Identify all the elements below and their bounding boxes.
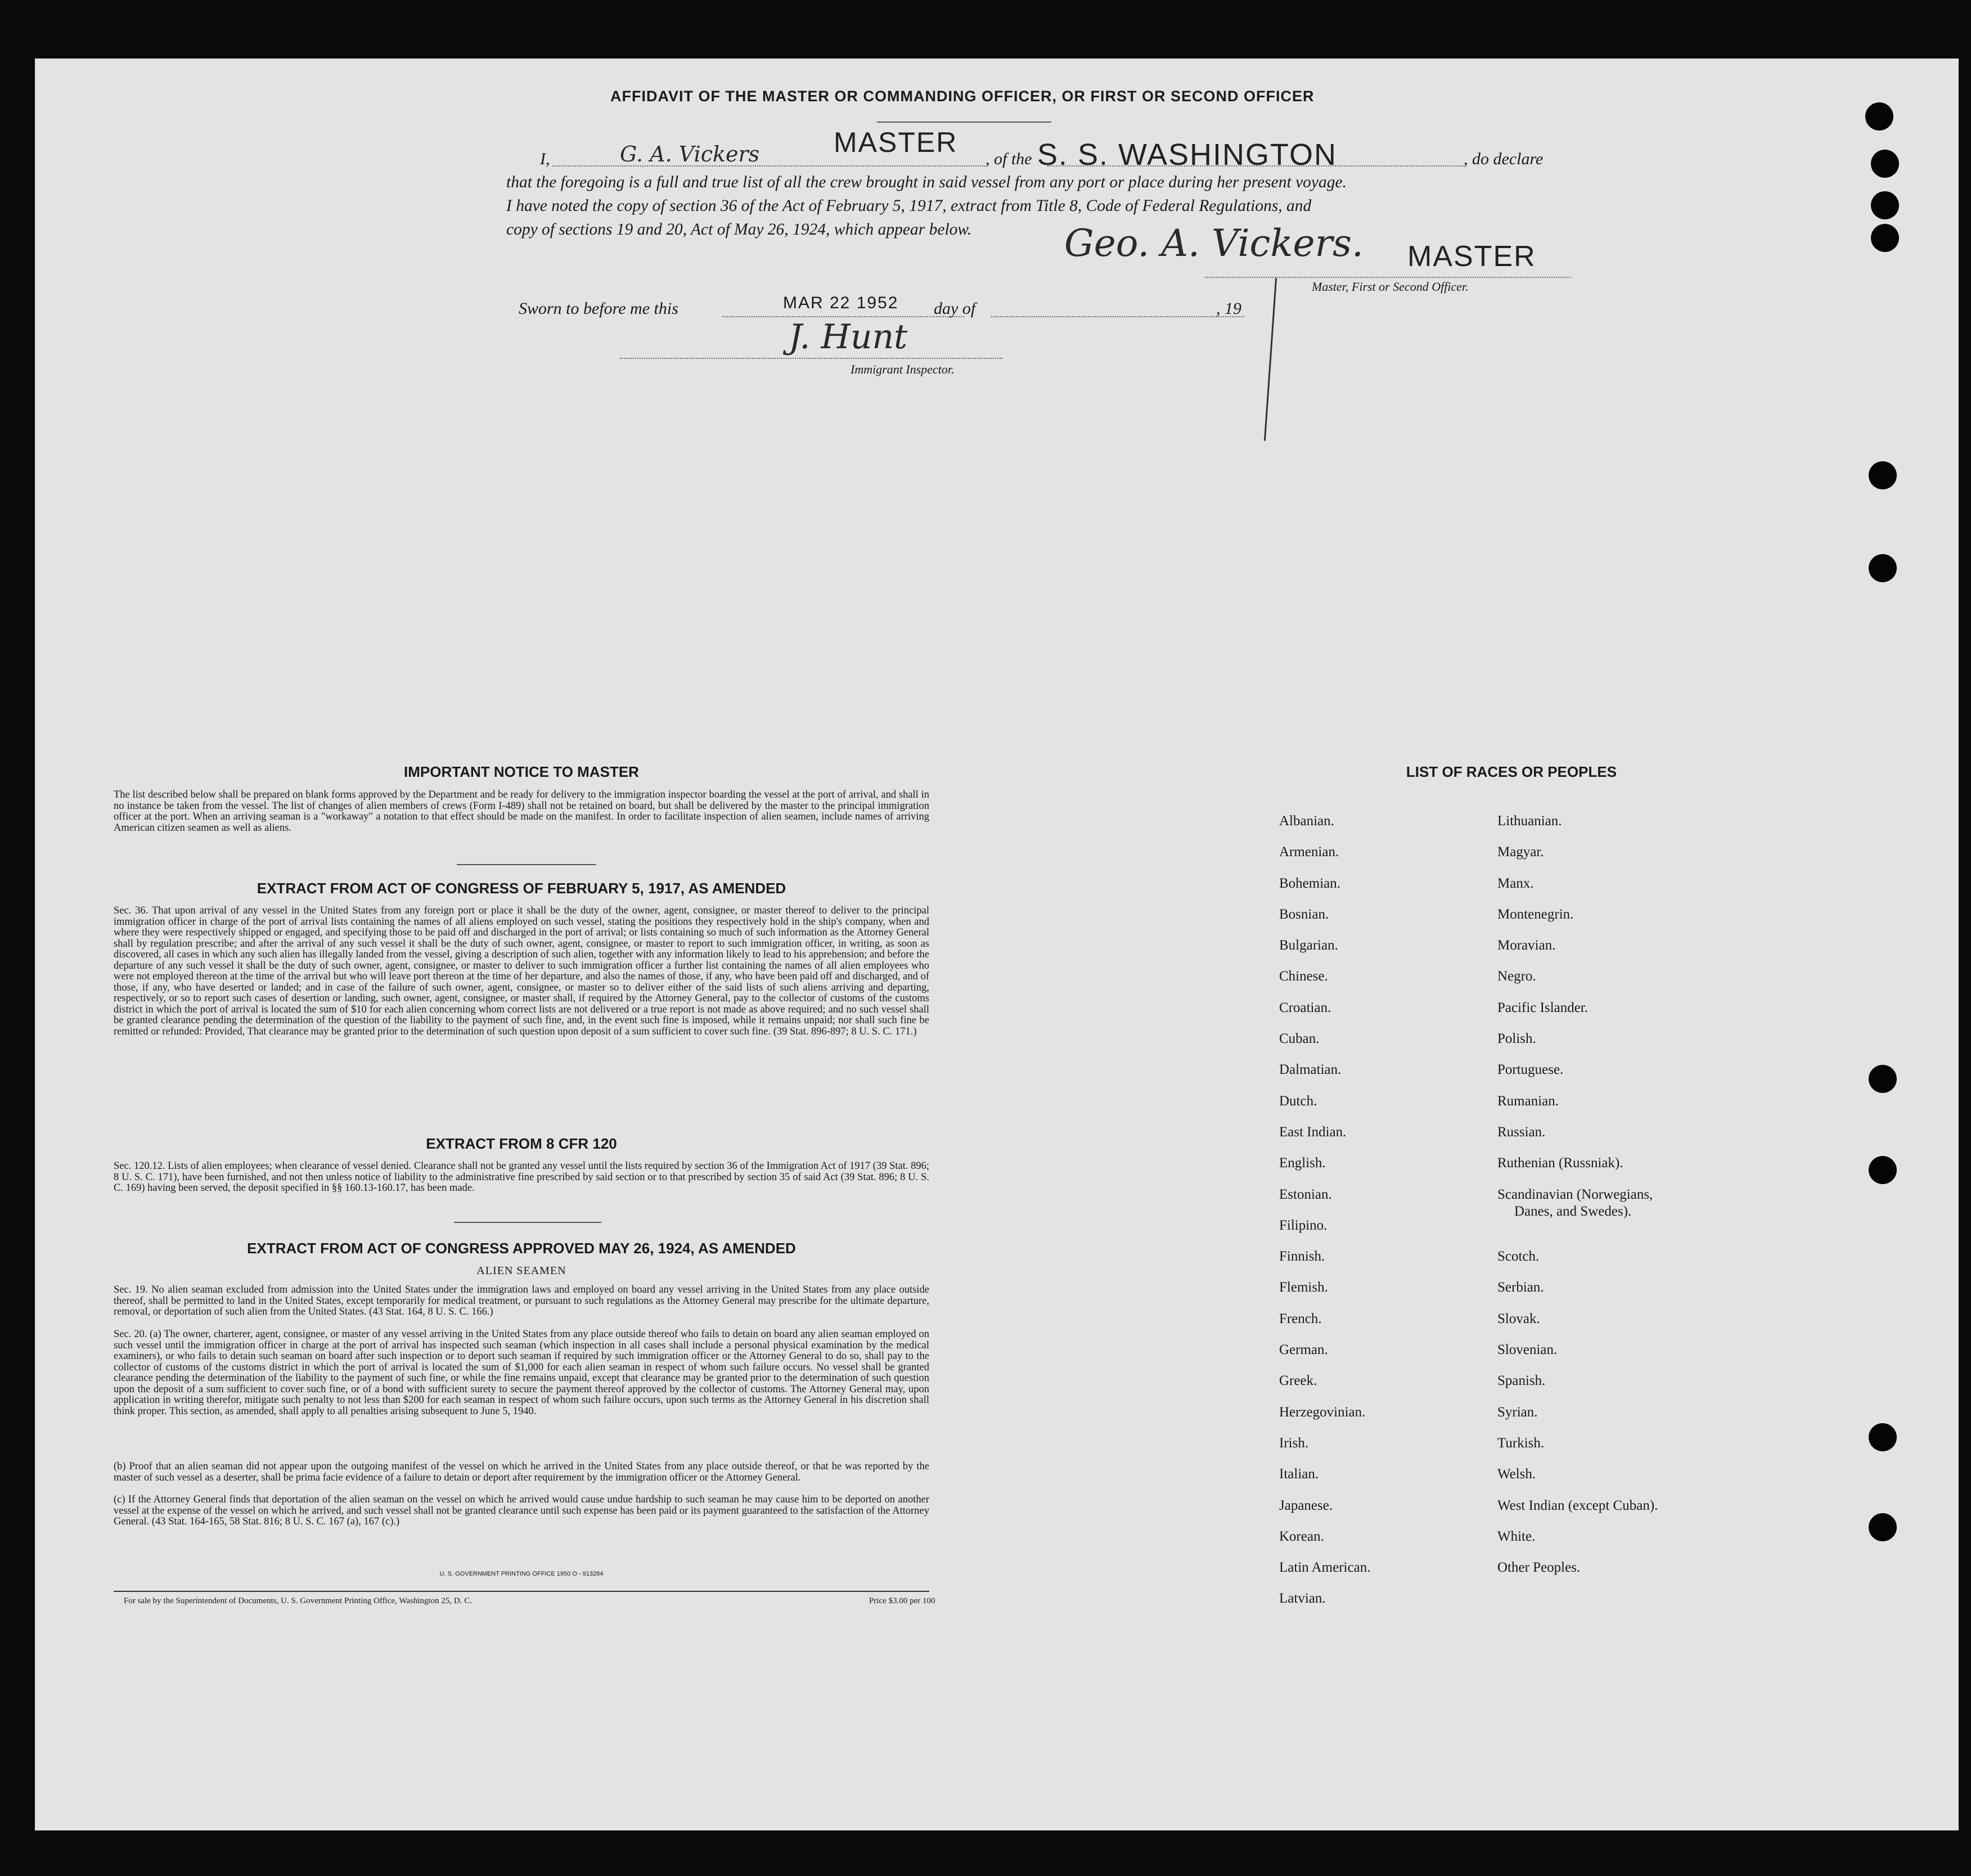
punch-hole (1871, 191, 1899, 219)
race-list-item: Latvian. (1279, 1591, 1326, 1607)
extract-1924-sec20b: (b) Proof that an alien seaman did not appear upon the outgoing manifest of the vessel on which he arrived in the United States from any place outside thereof, or that he was reported by the master of such vessel as a deserter, shall be prima facie evidence of a failure to detain or deport after requirement by the immigration officer or the Attorney General. (114, 1461, 929, 1483)
race-list-item: Flemish. (1279, 1280, 1328, 1295)
punch-hole (1869, 1513, 1897, 1541)
inspector-line (620, 358, 1002, 359)
signature-caption: Master, First or Second Officer. (1312, 280, 1469, 294)
day-line (991, 316, 1244, 317)
race-list-item: Serbian. (1497, 1280, 1544, 1295)
name-line (552, 165, 986, 167)
footer-rule (114, 1591, 929, 1592)
race-list-item: Croatian. (1279, 1000, 1331, 1015)
punch-hole (1871, 224, 1899, 252)
affidavit-line-4: copy of sections 19 and 20, Act of May 26, 1924, which appear below. (506, 221, 972, 239)
race-list-item: Chinese. (1279, 969, 1328, 984)
document-page (35, 59, 1959, 1830)
extract-1917-heading: EXTRACT FROM ACT OF CONGRESS OF FEBRUARY 5, 1917, AS AMENDED (256, 880, 786, 897)
extract-1917-text: Sec. 36. That upon arrival of any vessel in the United States from any foreign port or place it shall be the duty of the owner, agent, consignee, or master thereof to deliver to the principal immigration officer in charge of the port of arrival lists containing the names of all aliens employed on such vessel, stating the positions they respectively hold in the ship's company, when and where they were respectively shipped or engaged, and specifying those to be paid off and discharged in the port of arrival; or lists containing so much of such information as the Attorney General shall by regulation prescribe; and after the arrival of any such vessel it shall be the duty of such owner, agent, consignee, or master to report to such immigration officer, in writing, as soon as discovered, all cases in which any such alien has illegally landed from the vessel, giving a description of such alien, together with any information likely to lead to his apprehension; and before the departure of any such vessel it shall be the duty of such owner, agent, consignee, or master to deliver to such immigration officer a further list containing the names of all alien employees who were not employed thereon at the time of the arrival but who will leave port thereon at the time of her departure, and also the names of those, if any, who have been paid off and discharged, and of those, if any, who have deserted or landed; and in case of the failure of such owner, agent, consignee, or master so to deliver either of the said lists of such aliens arriving and departing, respectively, or so to report such cases of desertion or landing, such owner, agent, consignee, or master shall, if required by the Attorney General, pay to the collector of customs of the customs district in which the port of arrival is located the sum of $10 for each alien concerning whom correct lists are not delivered or a true report is not made as above required; and no such vessel shall be granted clearance pending the determination of the question of the liability to the payment of such fine, and, in the event such fine is imposed, while it remains unpaid; nor shall such fine be remitted or refunded: Provided, That clearance may be granted prior to the determination of such question upon deposit of a sum sufficient to cover such fine. (39 Stat. 896-897; 8 U. S. C. 171.) (114, 905, 929, 1037)
day-of-label: day of (934, 299, 976, 318)
race-list-item: Ruthenian (Russniak). (1497, 1155, 1623, 1171)
sworn-label: Sworn to before me this (519, 299, 678, 318)
race-list-item: Manx. (1497, 875, 1534, 891)
notice-text: The list described below shall be prepared on blank forms approved by the Department and be ready for delivery to the immigration inspector boarding the vessel at the port of arrival, and shall in no instance be taken from the vessel. The list of changes of alien members of crews (Form I-489) shall not be retained on board, but shall be delivered by the master to the principal immigration officer at the port. When an arriving seaman is a "workaway" a notation to that effect should be made on the manifest. In order to facilitate inspection of alien seamen, include names of arriving American citizen seamen as well as aliens. (114, 789, 929, 834)
footer-sale-text: For sale by the Superintendent of Documents, U. S. Government Printing Office, Washington 25, D. C. (124, 1596, 472, 1605)
race-list-item: Negro. (1497, 969, 1536, 984)
race-list-item: Scotch. (1497, 1249, 1540, 1265)
punch-hole (1869, 1065, 1897, 1093)
do-declare: , do declare (1464, 150, 1544, 168)
race-list-item: Other Peoples. (1497, 1560, 1581, 1576)
signature-rank-stamp: MASTER (1407, 240, 1536, 273)
race-list-item: Scandinavian (Norwegians, (1497, 1186, 1653, 1202)
of-the-label: , of the (986, 150, 1032, 168)
punch-hole (1869, 1156, 1897, 1184)
affidavit-line-3: I have noted the copy of section 36 of the Act of February 5, 1917, extract from Title 8, Code of Federal Regulations, and (506, 197, 1312, 215)
race-list-item: East Indian. (1279, 1124, 1347, 1140)
race-list-item: Filipino. (1279, 1217, 1328, 1233)
race-list-item: Portuguese. (1497, 1062, 1564, 1078)
races-column-2 (1497, 813, 1658, 1591)
i-label: I, (540, 150, 550, 168)
master-name-handwritten: G. A. Vickers (620, 142, 760, 167)
extract-8cfr-text: Sec. 120.12. Lists of alien employees; when clearance of vessel denied. Clearance shall not be granted any vessel until the lists required by section 36 of the Immigration Act of 1917 (39 Stat. 896; 8 U. S. C. 171), have been furnished, and not then unless notice of liability to the administrative fine prescribed by said section or to that prescribed by section 35 of said Act (39 Stat. 896; 8 U. S. C. 169) having been served, the deposit specified in §§ 160.13-160.17, has been made. (114, 1160, 929, 1194)
inspector-caption: Immigrant Inspector. (850, 362, 955, 376)
race-list-item: Spanish. (1497, 1373, 1546, 1389)
race-list-item: Slovak. (1497, 1311, 1540, 1326)
race-list-item: Pacific Islander. (1497, 1000, 1588, 1015)
race-list-item: Irish. (1279, 1435, 1309, 1451)
race-list-item: Syrian. (1497, 1404, 1538, 1420)
races-heading: LIST OF RACES OR PEOPLES (1406, 763, 1617, 780)
race-list-item: German. (1279, 1342, 1328, 1358)
race-list-item: Korean. (1279, 1528, 1324, 1544)
race-list-item: Cuban. (1279, 1031, 1320, 1047)
race-list-item: Turkish. (1497, 1435, 1545, 1451)
punch-hole (1869, 461, 1897, 489)
race-list-item: Lithuanian. (1497, 813, 1562, 829)
race-list-item: Dalmatian. (1279, 1062, 1342, 1078)
alien-seamen-subheading: ALIEN SEAMEN (476, 1265, 566, 1277)
extract-8cfr-heading: EXTRACT FROM 8 CFR 120 (426, 1135, 617, 1152)
race-list-item: Rumanian. (1497, 1093, 1559, 1109)
punch-hole (1869, 1423, 1897, 1451)
race-list-item: Danes, and Swedes). (1514, 1203, 1632, 1219)
affidavit-title: AFFIDAVIT OF THE MASTER OR COMMANDING OFFICER, OR FIRST OR SECOND OFFICER (610, 88, 1315, 105)
rank-stamp: MASTER (834, 127, 958, 158)
race-list-item: Montenegrin. (1497, 906, 1574, 922)
race-list-item: Polish. (1497, 1031, 1536, 1047)
race-list-item: Latin American. (1279, 1560, 1371, 1576)
inspector-signature: J. Hunt (789, 317, 908, 357)
sworn-date-stamp: MAR 22 1952 (783, 294, 899, 312)
punch-hole (1865, 102, 1893, 131)
footer-price-text: Price $3.00 per 100 (869, 1596, 935, 1605)
affidavit-line-2: that the foregoing is a full and true list of all the crew brought in said vessel from any port or place during her present voyage. (506, 173, 1347, 191)
race-list-item: Italian. (1279, 1466, 1319, 1482)
extract-1924-sec19: Sec. 19. No alien seaman excluded from admission into the United States under the immigration laws and employed on board any vessel arriving in the United States from any place outside thereof, shall be permitted to land in the United States, except temporarily for medical treatment, or pursuant to such regulations as the Attorney General may prescribe for the ultimate departure, removal, or deportation of such alien from the United States. (43 Stat. 164, 8 U. S. C. 166.) (114, 1284, 929, 1317)
notice-heading: IMPORTANT NOTICE TO MASTER (404, 763, 639, 780)
race-list-item: Slovenian. (1497, 1342, 1558, 1358)
race-list-item: Herzegovinian. (1279, 1404, 1366, 1420)
notice-rule (457, 864, 596, 865)
race-list-item: Albanian. (1279, 813, 1334, 829)
race-list-item: Bohemian. (1279, 875, 1341, 891)
race-list-item: Bosnian. (1279, 906, 1329, 922)
races-column-1 (1279, 813, 1370, 1622)
title-rule (877, 122, 1051, 123)
race-list-item: Russian. (1497, 1124, 1546, 1140)
vessel-stamp: S. S. WASHINGTON (1037, 138, 1338, 172)
punch-hole (1871, 150, 1899, 178)
race-list-item: Armenian. (1279, 844, 1339, 860)
race-list-item: Finnish. (1279, 1249, 1325, 1265)
race-list-item: Japanese. (1279, 1497, 1333, 1513)
punch-hole (1869, 554, 1897, 582)
race-list-item: White. (1497, 1528, 1536, 1544)
year-label: , 19 (1216, 299, 1241, 318)
race-list-item: Bulgarian. (1279, 938, 1338, 953)
extract-1924-sec20c: (c) If the Attorney General finds that deportation of the alien seaman on the vessel on which he arrived would cause undue hardship to such seaman he may cause him to be deported on another vessel at the expense of the vessel on which he arrived, and such vessel shall not be granted clearance until such expense has been paid or its payment guaranteed to the satisfaction of the Attorney General. (43 Stat. 164-165, 58 Stat. 816; 8 U. S. C. 167 (a), 167 (c).) (114, 1494, 929, 1527)
master-signature: Geo. A. Vickers. (1064, 222, 1364, 265)
race-list-item: French. (1279, 1311, 1322, 1326)
race-list-item: English. (1279, 1155, 1326, 1171)
race-list-item: Estonian. (1279, 1186, 1332, 1202)
race-list-item: Magyar. (1497, 844, 1544, 860)
signature-flourish (1264, 278, 1277, 441)
race-list-item: West Indian (except Cuban). (1497, 1497, 1658, 1513)
extract-1924-heading: EXTRACT FROM ACT OF CONGRESS APPROVED MAY 26, 1924, AS AMENDED (247, 1240, 796, 1257)
race-list-item: Moravian. (1497, 938, 1556, 953)
race-list-item: Greek. (1279, 1373, 1317, 1389)
signature-line (1205, 277, 1570, 278)
extract-1924-sec20a: Sec. 20. (a) The owner, charterer, agent, consignee, or master of any vessel arriving in the United States from any place outside thereof who fails to detain on board any alien seaman employed on such vessel until the immigration officer in charge at the port of arrival has inspected such seaman (which inspection in all cases shall include a personal physical examination by the medical examiners), or who fails to detain such seaman on board after such inspection or to deport such seaman if required by such immigration officer or the Attorney General to do so, shall pay to the collector of customs of the customs district in which the port of arrival is located the sum of $1,000 for each alien seaman in respect of whom such failure occurs. No vessel shall be granted clearance pending the determination of the liability to the payment of such fine, or while the fine remains unpaid, except that clearance may be granted prior to the determination of such question upon the deposit of a sum sufficient to cover such fine, or of a bond with sufficient surety to secure the payment thereof approved by the collector of customs. The Attorney General may, upon application in writing therefor, mitigate such penalty to not less than $200 for each seaman in respect of whom such failure occurs, upon such terms as the Attorney General in his discretion shall think proper. This section, as amended, shall apply to all penalties arising subsequent to June 5, 1940. (114, 1329, 929, 1417)
race-list-item: Dutch. (1279, 1093, 1317, 1109)
race-list-item: Welsh. (1497, 1466, 1536, 1482)
printing-office-note: U. S. GOVERNMENT PRINTING OFFICE 1950 O - 913284 (439, 1571, 604, 1577)
extract-8cfr-rule (454, 1222, 601, 1223)
